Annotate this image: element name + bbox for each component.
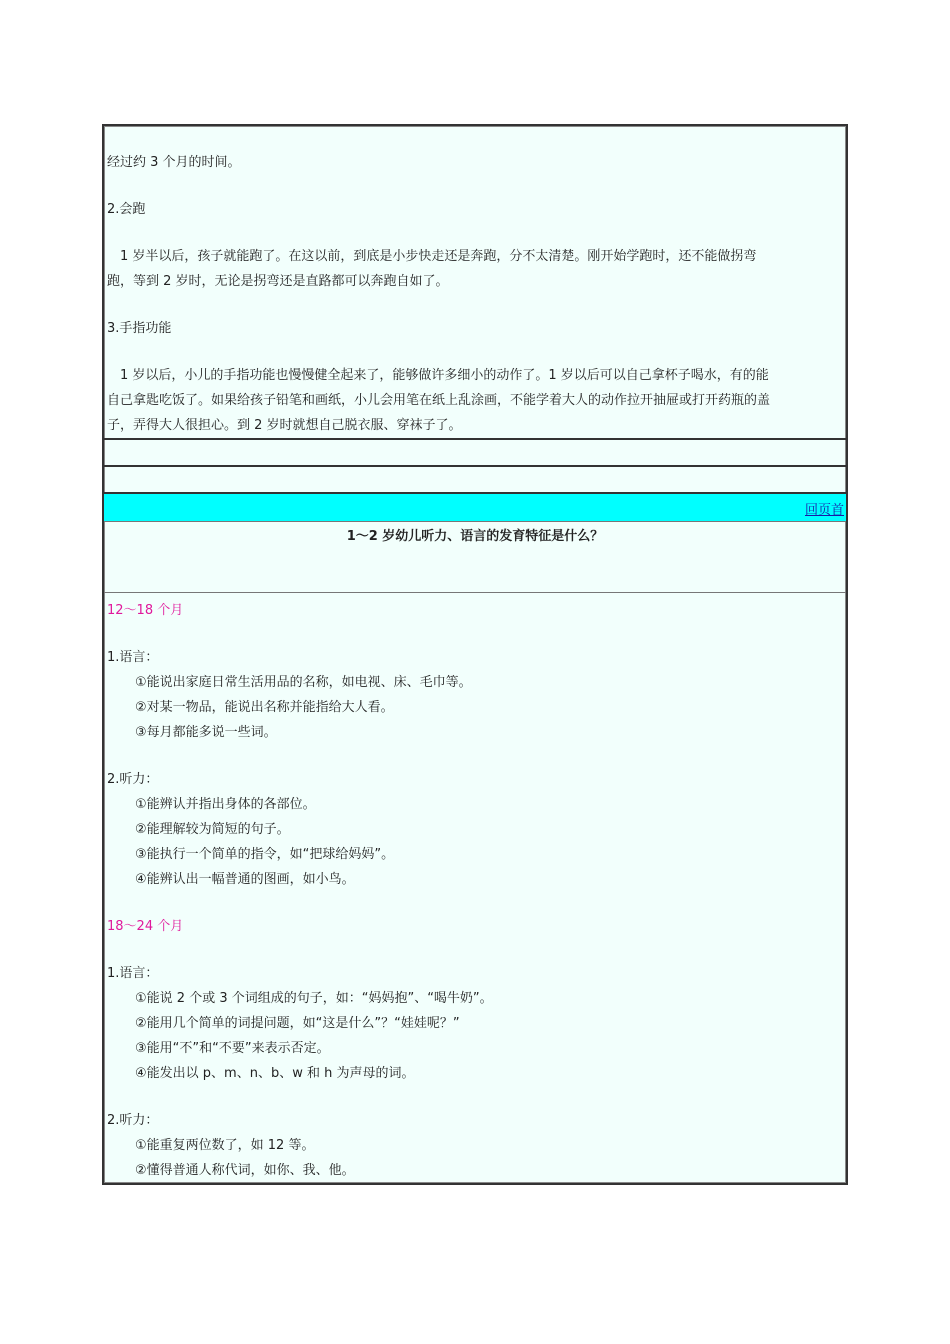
divider	[104, 438, 846, 440]
age-sections	[104, 598, 846, 1183]
divider	[104, 465, 846, 467]
finger-heading: 3.手指功能	[107, 321, 172, 336]
list-item: ④能辨认出一幅普通的图画，如小鸟。	[135, 872, 355, 887]
section-header-bar	[104, 494, 846, 521]
language-heading: 1.语言：	[107, 966, 159, 981]
age-period-label: 12～18 个月	[107, 603, 184, 618]
list-item: ④能发出以 p、m、n、b、w 和 h 为声母的词。	[135, 1066, 415, 1081]
paragraph: 经过约 3 个月的时间。	[107, 155, 241, 170]
list-item: ②懂得普通人称代词，如你、我、他。	[135, 1163, 355, 1178]
list-item: ①能辨认并指出身体的各部位。	[135, 797, 316, 812]
paragraph: 跑，等到 2 岁时，无论是拐弯还是直路都可以奔跑自如了。	[107, 274, 449, 289]
list-item: ②能理解较为简短的句子。	[135, 822, 290, 837]
list-item: ③每月都能多说一些词。	[135, 725, 277, 740]
list-item: ②能用几个简单的词提问题，如“这是什么”？“娃娃呢？”	[135, 1016, 460, 1031]
list-item: ①能说出家庭日常生活用品的名称，如电视、床、毛巾等。	[135, 675, 472, 690]
back-to-top-link[interactable]: 回页首	[804, 503, 844, 518]
divider	[104, 521, 846, 522]
list-item: ③能执行一个简单的指令，如“把球给妈妈”。	[135, 847, 395, 862]
divider	[104, 592, 846, 593]
paragraph: 1 岁以后，小儿的手指功能也慢慢健全起来了，能够做许多细小的动作了。1 岁以后可以自己拿杯子喝水，有的能	[107, 368, 769, 383]
list-item: ③能用“不”和“不要”来表示否定。	[135, 1041, 330, 1056]
paragraph: 子，弄得大人很担心。到 2 岁时就想自己脱衣服、穿袜子了。	[107, 418, 462, 433]
section-title: 1～2 岁幼儿听力、语言的发育特征是什么？	[346, 529, 604, 544]
language-heading: 1.语言：	[107, 650, 159, 665]
age-period-label: 18～24 个月	[107, 919, 184, 934]
list-item: ②对某一物品，能说出名称并能指给大人看。	[135, 700, 394, 715]
hearing-heading: 2.听力：	[107, 1113, 159, 1128]
list-item: ①能重复两位数了，如 12 等。	[135, 1138, 315, 1153]
paragraph: 1 岁半以后，孩子就能跑了。在这以前，到底是小步快走还是奔跑，分不太清楚。刚开始学跑时，还不能做拐弯	[107, 249, 757, 264]
list-item: ①能说 2 个或 3 个词组成的句子，如：“妈妈抱”、“喝牛奶”。	[135, 991, 493, 1006]
content-frame	[102, 124, 848, 1185]
run-heading: 2.会跑	[107, 202, 146, 217]
hearing-heading: 2.听力：	[107, 772, 159, 787]
paragraph: 自己拿匙吃饭了。如果给孩子铅笔和画纸，小儿会用笔在纸上乱涂画，不能学着大人的动作拉开抽屉或打开药瓶的盖	[107, 393, 771, 408]
top-section	[104, 150, 846, 438]
